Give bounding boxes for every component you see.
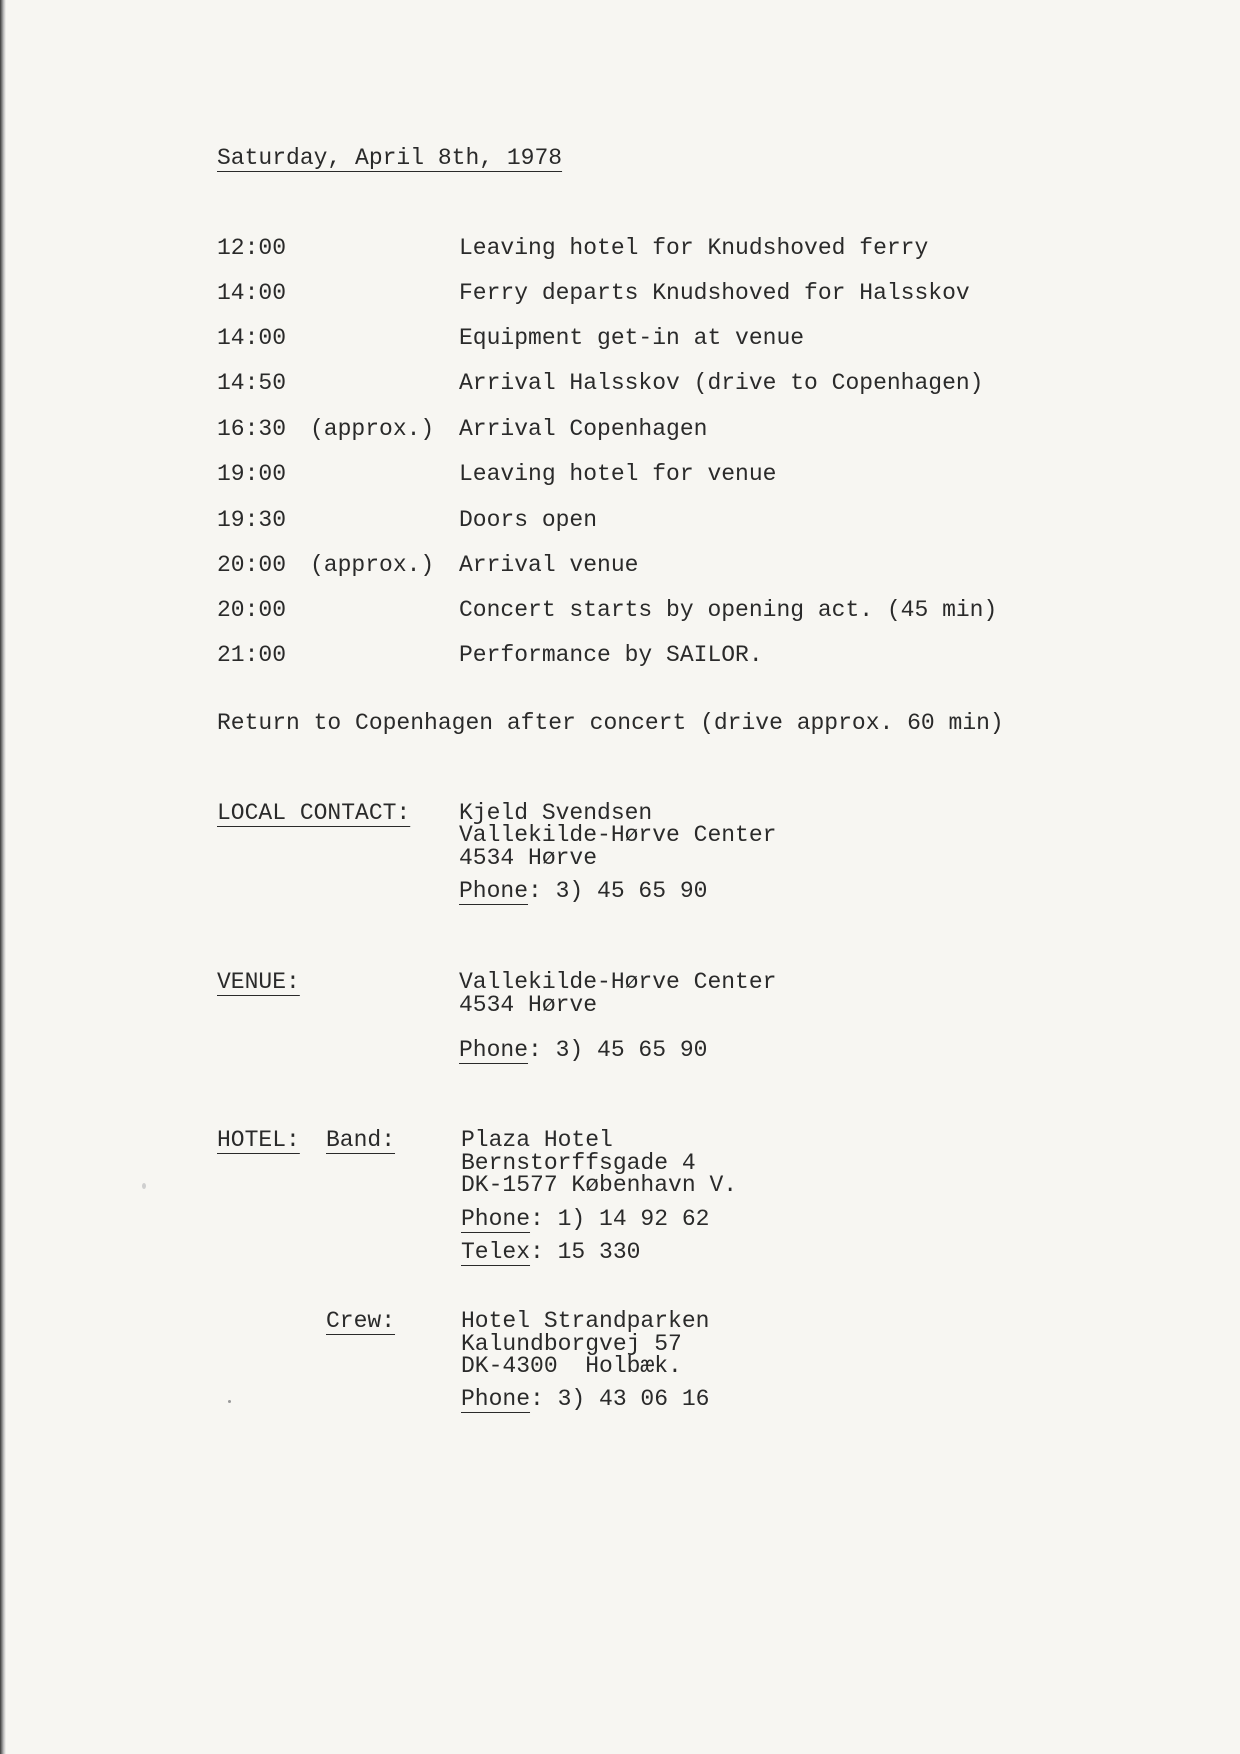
schedule-event: Arrival venue [459,552,639,578]
band-label: Band: [326,1127,396,1153]
band-hotel-line: Plaza Hotel [461,1127,613,1153]
schedule-event: Equipment get-in at venue [459,325,805,351]
phone-number: : 3) 43 06 16 [530,1386,710,1412]
crew-label: Crew: [326,1308,396,1334]
phone-label: Phone [461,1386,531,1412]
schedule-time: 16:30 [217,416,287,442]
telex-label: Telex [461,1239,531,1265]
schedule-time: 12:00 [217,235,287,261]
date-heading: Saturday, April 8th, 1978 [217,145,563,171]
venue-phone [459,1037,707,1063]
hotel-label: HOTEL: [217,1127,300,1153]
local-contact-label: LOCAL CONTACT: [217,800,411,826]
schedule-time: 14:00 [217,280,287,306]
phone-label: Phone [459,878,529,904]
schedule-time: 19:00 [217,461,287,487]
schedule-note: (approx.) [310,552,435,578]
schedule-event: Leaving hotel for venue [459,461,777,487]
band-hotel-phone [461,1206,709,1232]
crew-hotel-line: Kalundborgvej 57 [461,1331,682,1357]
band-hotel-line: Bernstorffsgade 4 [461,1150,696,1176]
local-contact-line: 4534 Hørve [459,845,598,871]
schedule-event: Ferry departs Knudshoved for Halsskov [459,280,970,306]
schedule-event: Leaving hotel for Knudshoved ferry [459,235,929,261]
paper-speck [142,1183,146,1189]
venue-line: Vallekilde-Hørve Center [459,969,777,995]
venue-line: 4534 Hørve [459,992,598,1018]
venue-label: VENUE: [217,969,300,995]
return-note: Return to Copenhagen after concert (drive approx. 60 min) [217,710,1004,736]
page-edge [0,0,6,1754]
schedule-time: 20:00 [217,597,287,623]
phone-number: : 3) 45 65 90 [528,1037,708,1063]
phone-number: : 1) 14 92 62 [530,1206,710,1232]
schedule-event: Concert starts by opening act. (45 min) [459,597,998,623]
schedule-event: Arrival Halsskov (drive to Copenhagen) [459,370,984,396]
paper-speck [228,1400,231,1403]
crew-hotel-phone [461,1386,709,1412]
local-contact-phone [459,878,707,904]
schedule-time: 21:00 [217,642,287,668]
crew-hotel-line: Hotel Strandparken [461,1308,710,1334]
schedule-time: 14:00 [217,325,287,351]
schedule-event: Arrival Copenhagen [459,416,708,442]
band-hotel-telex [461,1239,640,1265]
telex-number: : 15 330 [530,1239,641,1265]
schedule-time: 19:30 [217,507,287,533]
local-contact-line: Vallekilde-Hørve Center [459,822,777,848]
schedule-event: Performance by SAILOR. [459,642,763,668]
schedule-time: 20:00 [217,552,287,578]
phone-number: : 3) 45 65 90 [528,878,708,904]
phone-label: Phone [459,1037,529,1063]
crew-hotel-line: DK-4300 Holbæk. [461,1353,682,1379]
band-hotel-line: DK-1577 København V. [461,1172,738,1198]
schedule-time: 14:50 [217,370,287,396]
phone-label: Phone [461,1206,531,1232]
local-contact-line: Kjeld Svendsen [459,800,653,826]
schedule-event: Doors open [459,507,598,533]
schedule-note: (approx.) [310,416,435,442]
